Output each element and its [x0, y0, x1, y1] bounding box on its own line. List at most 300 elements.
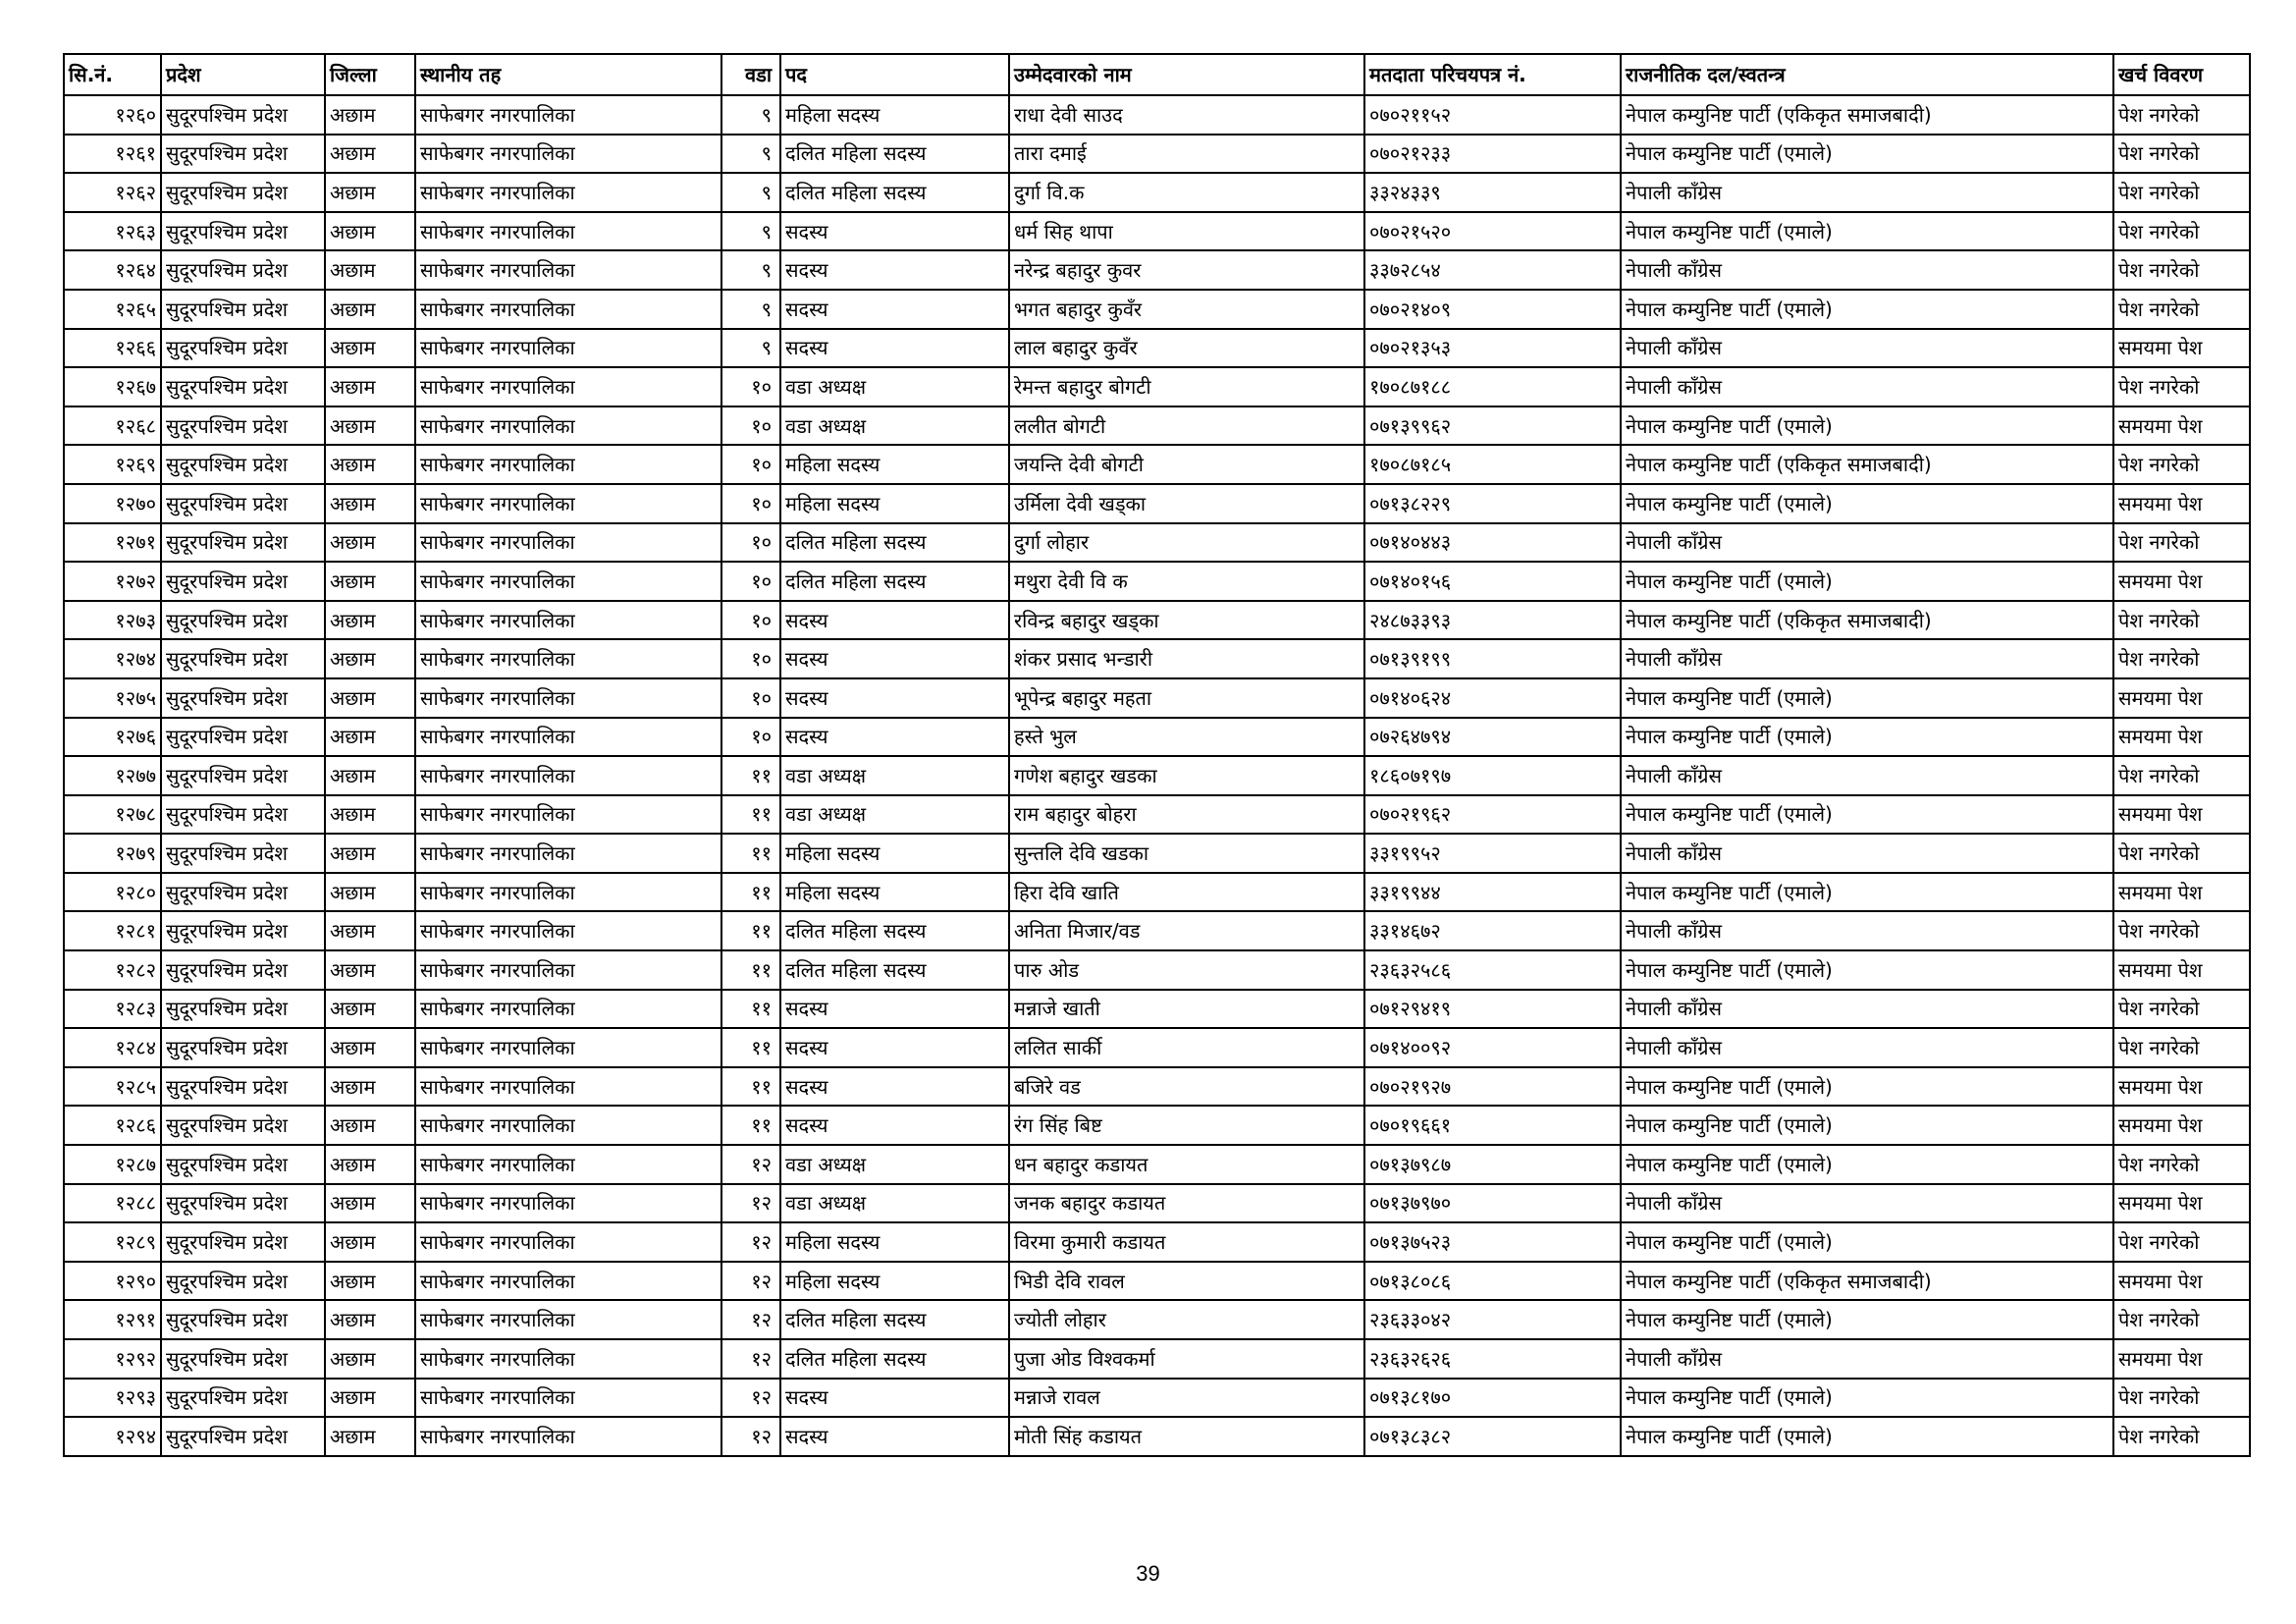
candidate-name-cell: दुर्गा लोहार	[1009, 523, 1364, 563]
ward-cell: १०	[721, 562, 780, 601]
voter-id-cell: ०७०१९६६१	[1364, 1106, 1621, 1145]
province-cell: सुदूरपश्चिम प्रदेश	[161, 1067, 325, 1107]
ward-cell: १२	[721, 1145, 780, 1184]
local-level-cell: साफेबगर नगरपालिका	[415, 601, 721, 640]
serial-cell: १२७१	[64, 523, 161, 563]
candidate-name-cell: सुन्तलि देवि खडका	[1009, 834, 1364, 873]
local-level-cell: साफेबगर नगरपालिका	[415, 367, 721, 406]
local-level-cell: साफेबगर नगरपालिका	[415, 1222, 721, 1262]
table-row	[64, 873, 2250, 912]
table-row	[64, 990, 2250, 1029]
party-cell: नेपाल कम्युनिष्ट पार्टी (एमाले)	[1621, 135, 2113, 174]
district-cell: अछाम	[325, 406, 415, 446]
party-cell: नेपाल कम्युनिष्ट पार्टी (एकिकृत समाजबादी)	[1621, 1262, 2113, 1301]
province-cell: सुदूरपश्चिम प्रदेश	[161, 601, 325, 640]
candidate-name-cell: जयन्ति देवी बोगटी	[1009, 445, 1364, 484]
post-cell: वडा अध्यक्ष	[780, 406, 1009, 446]
expense-status-cell: पेश नगरेको	[2113, 445, 2250, 484]
header-province: प्रदेश	[161, 54, 325, 95]
local-level-cell: साफेबगर नगरपालिका	[415, 1300, 721, 1339]
voter-id-cell: ०७२६४७९४	[1364, 718, 1621, 757]
province-cell: सुदूरपश्चिम प्रदेश	[161, 1028, 325, 1067]
party-cell: नेपाली काँग्रेस	[1621, 639, 2113, 678]
post-cell: सदस्य	[780, 678, 1009, 718]
expense-status-cell: समयमा पेश	[2113, 484, 2250, 523]
candidate-name-cell: भगत बहादुर कुवँर	[1009, 290, 1364, 329]
province-cell: सुदूरपश्चिम प्रदेश	[161, 1262, 325, 1301]
district-cell: अछाम	[325, 834, 415, 873]
district-cell: अछाम	[325, 756, 415, 795]
voter-id-cell: ३३१९९५२	[1364, 834, 1621, 873]
local-level-cell: साफेबगर नगरपालिका	[415, 1145, 721, 1184]
voter-id-cell: ०७१३९९६२	[1364, 406, 1621, 446]
ward-cell: १२	[721, 1339, 780, 1379]
expense-status-cell: पेश नगरेको	[2113, 1379, 2250, 1418]
serial-cell: १२८३	[64, 990, 161, 1029]
voter-id-cell: १८६०७१९७	[1364, 756, 1621, 795]
ward-cell: ११	[721, 911, 780, 950]
voter-id-cell: ०७१३७५२३	[1364, 1222, 1621, 1262]
party-cell: नेपाली काँग्रेस	[1621, 911, 2113, 950]
local-level-cell: साफेबगर नगरपालिका	[415, 678, 721, 718]
party-cell: नेपाल कम्युनिष्ट पार्टी (एमाले)	[1621, 873, 2113, 912]
district-cell: अछाम	[325, 639, 415, 678]
ward-cell: ११	[721, 834, 780, 873]
table-row	[64, 250, 2250, 290]
district-cell: अछाम	[325, 329, 415, 368]
ward-cell: १२	[721, 1379, 780, 1418]
table-row	[64, 95, 2250, 135]
post-cell: महिला सदस्य	[780, 484, 1009, 523]
province-cell: सुदूरपश्चिम प्रदेश	[161, 718, 325, 757]
voter-id-cell: ०७१३८३८२	[1364, 1417, 1621, 1456]
table-row	[64, 950, 2250, 990]
province-cell: सुदूरपश्चिम प्रदेश	[161, 523, 325, 563]
candidate-name-cell: रंग सिंह बिष्ट	[1009, 1106, 1364, 1145]
party-cell: नेपाली काँग्रेस	[1621, 990, 2113, 1029]
candidate-name-cell: पारु ओड	[1009, 950, 1364, 990]
expense-status-cell: पेश नगरेको	[2113, 523, 2250, 563]
post-cell: सदस्य	[780, 639, 1009, 678]
table-row	[64, 601, 2250, 640]
serial-cell: १२६९	[64, 445, 161, 484]
party-cell: नेपाल कम्युनिष्ट पार्टी (एमाले)	[1621, 678, 2113, 718]
voter-id-cell: ०७०२१२३३	[1364, 135, 1621, 174]
province-cell: सुदूरपश्चिम प्रदेश	[161, 212, 325, 251]
province-cell: सुदूरपश्चिम प्रदेश	[161, 250, 325, 290]
table-row	[64, 1262, 2250, 1301]
post-cell: सदस्य	[780, 1379, 1009, 1418]
table-row	[64, 523, 2250, 563]
province-cell: सुदूरपश्चिम प्रदेश	[161, 1300, 325, 1339]
local-level-cell: साफेबगर नगरपालिका	[415, 484, 721, 523]
district-cell: अछाम	[325, 911, 415, 950]
ward-cell: ११	[721, 1067, 780, 1107]
voter-id-cell: २३६३२५८६	[1364, 950, 1621, 990]
table-row	[64, 1339, 2250, 1379]
party-cell: नेपाल कम्युनिष्ट पार्टी (एमाले)	[1621, 562, 2113, 601]
serial-cell: १२७४	[64, 639, 161, 678]
local-level-cell: साफेबगर नगरपालिका	[415, 562, 721, 601]
expense-status-cell: पेश नगरेको	[2113, 756, 2250, 795]
post-cell: महिला सदस्य	[780, 1222, 1009, 1262]
ward-cell: ९	[721, 173, 780, 212]
serial-cell: १२८१	[64, 911, 161, 950]
party-cell: नेपाली काँग्रेस	[1621, 1184, 2113, 1223]
local-level-cell: साफेबगर नगरपालिका	[415, 1379, 721, 1418]
serial-cell: १२६१	[64, 135, 161, 174]
serial-cell: १२७७	[64, 756, 161, 795]
expense-status-cell: पेश नगरेको	[2113, 639, 2250, 678]
local-level-cell: साफेबगर नगरपालिका	[415, 329, 721, 368]
post-cell: वडा अध्यक्ष	[780, 756, 1009, 795]
local-level-cell: साफेबगर नगरपालिका	[415, 718, 721, 757]
expense-status-cell: पेश नगरेको	[2113, 135, 2250, 174]
expense-status-cell: समयमा पेश	[2113, 1067, 2250, 1107]
ward-cell: १०	[721, 484, 780, 523]
serial-cell: १२६६	[64, 329, 161, 368]
district-cell: अछाम	[325, 1262, 415, 1301]
party-cell: नेपाली काँग्रेस	[1621, 523, 2113, 563]
serial-cell: १२८७	[64, 1145, 161, 1184]
voter-id-cell: ०७१३७९७०	[1364, 1184, 1621, 1223]
post-cell: दलित महिला सदस्य	[780, 523, 1009, 563]
province-cell: सुदूरपश्चिम प्रदेश	[161, 445, 325, 484]
expense-status-cell: समयमा पेश	[2113, 950, 2250, 990]
district-cell: अछाम	[325, 173, 415, 212]
table-row	[64, 1145, 2250, 1184]
header-candidate-name: उम्मेदवारको नाम	[1009, 54, 1364, 95]
candidate-name-cell: मन्नाजे खाती	[1009, 990, 1364, 1029]
post-cell: दलित महिला सदस्य	[780, 950, 1009, 990]
local-level-cell: साफेबगर नगरपालिका	[415, 1262, 721, 1301]
serial-cell: १२६२	[64, 173, 161, 212]
ward-cell: ९	[721, 250, 780, 290]
ward-cell: १०	[721, 718, 780, 757]
party-cell: नेपाल कम्युनिष्ट पार्टी (एमाले)	[1621, 1417, 2113, 1456]
voter-id-cell: ०७०२११५२	[1364, 95, 1621, 135]
district-cell: अछाम	[325, 990, 415, 1029]
party-cell: नेपाल कम्युनिष्ट पार्टी (एमाले)	[1621, 290, 2113, 329]
candidate-name-cell: ललीत बोगटी	[1009, 406, 1364, 446]
district-cell: अछाम	[325, 1184, 415, 1223]
voter-id-cell: ०७१३९१९९	[1364, 639, 1621, 678]
candidate-name-cell: जनक बहादुर कडायत	[1009, 1184, 1364, 1223]
candidate-name-cell: अनिता मिजार/वड	[1009, 911, 1364, 950]
post-cell: दलित महिला सदस्य	[780, 173, 1009, 212]
expense-status-cell: समयमा पेश	[2113, 1262, 2250, 1301]
district-cell: अछाम	[325, 135, 415, 174]
candidate-name-cell: पुजा ओड विश्वकर्मा	[1009, 1339, 1364, 1379]
voter-id-cell: ३३२४३३९	[1364, 173, 1621, 212]
serial-cell: १२७९	[64, 834, 161, 873]
candidate-name-cell: राम बहादुर बोहरा	[1009, 795, 1364, 835]
header-local-level: स्थानीय तह	[415, 54, 721, 95]
province-cell: सुदूरपश्चिम प्रदेश	[161, 562, 325, 601]
voter-id-cell: ३३१९९४४	[1364, 873, 1621, 912]
serial-cell: १२७६	[64, 718, 161, 757]
province-cell: सुदूरपश्चिम प्रदेश	[161, 290, 325, 329]
ward-cell: १२	[721, 1262, 780, 1301]
serial-cell: १२९४	[64, 1417, 161, 1456]
district-cell: अछाम	[325, 1028, 415, 1067]
post-cell: महिला सदस्य	[780, 445, 1009, 484]
post-cell: सदस्य	[780, 250, 1009, 290]
voter-id-cell: ३३१४६७२	[1364, 911, 1621, 950]
local-level-cell: साफेबगर नगरपालिका	[415, 756, 721, 795]
serial-cell: १२६०	[64, 95, 161, 135]
expense-status-cell: समयमा पेश	[2113, 1184, 2250, 1223]
province-cell: सुदूरपश्चिम प्रदेश	[161, 756, 325, 795]
local-level-cell: साफेबगर नगरपालिका	[415, 1067, 721, 1107]
voter-id-cell: ०७०२१३५३	[1364, 329, 1621, 368]
party-cell: नेपाल कम्युनिष्ट पार्टी (एमाले)	[1621, 1067, 2113, 1107]
serial-cell: १२६८	[64, 406, 161, 446]
province-cell: सुदूरपश्चिम प्रदेश	[161, 1222, 325, 1262]
post-cell: महिला सदस्य	[780, 873, 1009, 912]
post-cell: सदस्य	[780, 1067, 1009, 1107]
party-cell: नेपाल कम्युनिष्ट पार्टी (एमाले)	[1621, 950, 2113, 990]
expense-status-cell: पेश नगरेको	[2113, 367, 2250, 406]
local-level-cell: साफेबगर नगरपालिका	[415, 795, 721, 835]
party-cell: नेपाल कम्युनिष्ट पार्टी (एमाले)	[1621, 795, 2113, 835]
ward-cell: १०	[721, 678, 780, 718]
party-cell: नेपाली काँग्रेस	[1621, 1028, 2113, 1067]
ward-cell: १०	[721, 406, 780, 446]
province-cell: सुदूरपश्चिम प्रदेश	[161, 367, 325, 406]
table-row	[64, 484, 2250, 523]
post-cell: सदस्य	[780, 212, 1009, 251]
district-cell: अछाम	[325, 250, 415, 290]
voter-id-cell: १७०८७१८८	[1364, 367, 1621, 406]
ward-cell: ९	[721, 95, 780, 135]
party-cell: नेपाली काँग्रेस	[1621, 173, 2113, 212]
serial-cell: १२८९	[64, 1222, 161, 1262]
candidate-name-cell: दुर्गा वि.क	[1009, 173, 1364, 212]
post-cell: सदस्य	[780, 290, 1009, 329]
candidate-name-cell: विरमा कुमारी कडायत	[1009, 1222, 1364, 1262]
ward-cell: १०	[721, 445, 780, 484]
table-row	[64, 173, 2250, 212]
ward-cell: ११	[721, 1028, 780, 1067]
serial-cell: १२६३	[64, 212, 161, 251]
ward-cell: ९	[721, 329, 780, 368]
candidate-name-cell: धन बहादुर कडायत	[1009, 1145, 1364, 1184]
province-cell: सुदूरपश्चिम प्रदेश	[161, 950, 325, 990]
voter-id-cell: ०७०२१५२०	[1364, 212, 1621, 251]
post-cell: सदस्य	[780, 1417, 1009, 1456]
table-row	[64, 756, 2250, 795]
serial-cell: १२९०	[64, 1262, 161, 1301]
post-cell: दलित महिला सदस्य	[780, 562, 1009, 601]
serial-cell: १२९३	[64, 1379, 161, 1418]
header-party: राजनीतिक दल/स्वतन्त्र	[1621, 54, 2113, 95]
candidate-name-cell: मथुरा देवी वि क	[1009, 562, 1364, 601]
candidate-name-cell: रविन्द्र बहादुर खड्का	[1009, 601, 1364, 640]
province-cell: सुदूरपश्चिम प्रदेश	[161, 795, 325, 835]
province-cell: सुदूरपश्चिम प्रदेश	[161, 1145, 325, 1184]
party-cell: नेपाली काँग्रेस	[1621, 329, 2113, 368]
table-row	[64, 290, 2250, 329]
district-cell: अछाम	[325, 1106, 415, 1145]
candidate-name-cell: नरेन्द्र बहादुर कुवर	[1009, 250, 1364, 290]
candidate-name-cell: लाल बहादुर कुवँर	[1009, 329, 1364, 368]
party-cell: नेपाली काँग्रेस	[1621, 1339, 2113, 1379]
district-cell: अछाम	[325, 1067, 415, 1107]
table-row	[64, 795, 2250, 835]
party-cell: नेपाली काँग्रेस	[1621, 250, 2113, 290]
expense-status-cell: पेश नगरेको	[2113, 1028, 2250, 1067]
local-level-cell: साफेबगर नगरपालिका	[415, 250, 721, 290]
party-cell: नेपाल कम्युनिष्ट पार्टी (एकिकृत समाजबादी)	[1621, 95, 2113, 135]
ward-cell: १२	[721, 1417, 780, 1456]
table-row	[64, 911, 2250, 950]
district-cell: अछाम	[325, 1145, 415, 1184]
expense-status-cell: समयमा पेश	[2113, 1106, 2250, 1145]
ward-cell: १०	[721, 639, 780, 678]
expense-status-cell: समयमा पेश	[2113, 795, 2250, 835]
district-cell: अछाम	[325, 95, 415, 135]
serial-cell: १२८८	[64, 1184, 161, 1223]
table-row	[64, 406, 2250, 446]
party-cell: नेपाल कम्युनिष्ट पार्टी (एकिकृत समाजबादी)	[1621, 601, 2113, 640]
table-row	[64, 834, 2250, 873]
expense-status-cell: पेश नगरेको	[2113, 173, 2250, 212]
local-level-cell: साफेबगर नगरपालिका	[415, 1417, 721, 1456]
serial-cell: १२८२	[64, 950, 161, 990]
post-cell: वडा अध्यक्ष	[780, 367, 1009, 406]
table-row	[64, 212, 2250, 251]
expense-status-cell: समयमा पेश	[2113, 678, 2250, 718]
province-cell: सुदूरपश्चिम प्रदेश	[161, 639, 325, 678]
candidate-name-cell: राधा देवी साउद	[1009, 95, 1364, 135]
expense-status-cell: पेश नगरेको	[2113, 1222, 2250, 1262]
candidate-name-cell: हिरा देवि खाति	[1009, 873, 1364, 912]
candidate-table	[63, 53, 2251, 1457]
candidate-name-cell: धर्म सिह थापा	[1009, 212, 1364, 251]
table-row	[64, 1300, 2250, 1339]
header-row	[64, 54, 2250, 95]
province-cell: सुदूरपश्चिम प्रदेश	[161, 834, 325, 873]
post-cell: महिला सदस्य	[780, 95, 1009, 135]
voter-id-cell: ०७१४००९२	[1364, 1028, 1621, 1067]
ward-cell: ११	[721, 990, 780, 1029]
candidate-name-cell: भूपेन्द्र बहादुर महता	[1009, 678, 1364, 718]
serial-cell: १२८४	[64, 1028, 161, 1067]
ward-cell: ९	[721, 212, 780, 251]
candidate-name-cell: तारा दमाई	[1009, 135, 1364, 174]
ward-cell: ९	[721, 290, 780, 329]
local-level-cell: साफेबगर नगरपालिका	[415, 406, 721, 446]
ward-cell: ११	[721, 795, 780, 835]
candidate-name-cell: ललित सार्की	[1009, 1028, 1364, 1067]
district-cell: अछाम	[325, 1379, 415, 1418]
district-cell: अछाम	[325, 678, 415, 718]
expense-status-cell: समयमा पेश	[2113, 329, 2250, 368]
candidate-name-cell: बजिरे वड	[1009, 1067, 1364, 1107]
post-cell: वडा अध्यक्ष	[780, 1184, 1009, 1223]
ward-cell: ११	[721, 1106, 780, 1145]
table-row	[64, 445, 2250, 484]
voter-id-cell: २३६३३०४२	[1364, 1300, 1621, 1339]
candidate-name-cell: गणेश बहादुर खडका	[1009, 756, 1364, 795]
voter-id-cell: ०७१३८१७०	[1364, 1379, 1621, 1418]
candidate-name-cell: शंकर प्रसाद भन्डारी	[1009, 639, 1364, 678]
voter-id-cell: ०७१३८०८६	[1364, 1262, 1621, 1301]
voter-id-cell: ०७१४०१५६	[1364, 562, 1621, 601]
party-cell: नेपाल कम्युनिष्ट पार्टी (एमाले)	[1621, 1222, 2113, 1262]
expense-status-cell: पेश नगरेको	[2113, 834, 2250, 873]
expense-status-cell: पेश नगरेको	[2113, 212, 2250, 251]
expense-status-cell: पेश नगरेको	[2113, 290, 2250, 329]
party-cell: नेपाल कम्युनिष्ट पार्टी (एकिकृत समाजबादी)	[1621, 445, 2113, 484]
post-cell: दलित महिला सदस्य	[780, 1300, 1009, 1339]
voter-id-cell: ०७१२९४१९	[1364, 990, 1621, 1029]
province-cell: सुदूरपश्चिम प्रदेश	[161, 484, 325, 523]
serial-cell: १२९१	[64, 1300, 161, 1339]
serial-cell: १२६४	[64, 250, 161, 290]
expense-status-cell: पेश नगरेको	[2113, 601, 2250, 640]
ward-cell: १०	[721, 601, 780, 640]
post-cell: सदस्य	[780, 990, 1009, 1029]
local-level-cell: साफेबगर नगरपालिका	[415, 911, 721, 950]
table-row	[64, 678, 2250, 718]
ward-cell: १२	[721, 1300, 780, 1339]
post-cell: वडा अध्यक्ष	[780, 1145, 1009, 1184]
local-level-cell: साफेबगर नगरपालिका	[415, 639, 721, 678]
district-cell: अछाम	[325, 601, 415, 640]
candidate-name-cell: ज्योती लोहार	[1009, 1300, 1364, 1339]
local-level-cell: साफेबगर नगरपालिका	[415, 1184, 721, 1223]
voter-id-cell: ३३७२८५४	[1364, 250, 1621, 290]
province-cell: सुदूरपश्चिम प्रदेश	[161, 135, 325, 174]
district-cell: अछाम	[325, 212, 415, 251]
ward-cell: १२	[721, 1222, 780, 1262]
table-row	[64, 1417, 2250, 1456]
page-number: 39	[1136, 1561, 1160, 1586]
voter-id-cell: २३६३२६२६	[1364, 1339, 1621, 1379]
voter-id-cell: ०७१४०४४३	[1364, 523, 1621, 563]
party-cell: नेपाल कम्युनिष्ट पार्टी (एमाले)	[1621, 484, 2113, 523]
header-district: जिल्ला	[325, 54, 415, 95]
local-level-cell: साफेबगर नगरपालिका	[415, 173, 721, 212]
province-cell: सुदूरपश्चिम प्रदेश	[161, 1379, 325, 1418]
post-cell: सदस्य	[780, 601, 1009, 640]
candidate-name-cell: हस्ते भुल	[1009, 718, 1364, 757]
candidate-name-cell: मन्नाजे रावल	[1009, 1379, 1364, 1418]
header-post: पद	[780, 54, 1009, 95]
serial-cell: १२९२	[64, 1339, 161, 1379]
post-cell: दलित महिला सदस्य	[780, 135, 1009, 174]
serial-cell: १२६५	[64, 290, 161, 329]
province-cell: सुदूरपश्चिम प्रदेश	[161, 1106, 325, 1145]
district-cell: अछाम	[325, 562, 415, 601]
table-row	[64, 1379, 2250, 1418]
expense-status-cell: पेश नगरेको	[2113, 1417, 2250, 1456]
party-cell: नेपाल कम्युनिष्ट पार्टी (एमाले)	[1621, 1300, 2113, 1339]
ward-cell: १०	[721, 367, 780, 406]
party-cell: नेपाल कम्युनिष्ट पार्टी (एमाले)	[1621, 212, 2113, 251]
local-level-cell: साफेबगर नगरपालिका	[415, 834, 721, 873]
header-serial: सि.नं.	[64, 54, 161, 95]
serial-cell: १२७३	[64, 601, 161, 640]
post-cell: दलित महिला सदस्य	[780, 1339, 1009, 1379]
expense-status-cell: पेश नगरेको	[2113, 250, 2250, 290]
province-cell: सुदूरपश्चिम प्रदेश	[161, 678, 325, 718]
local-level-cell: साफेबगर नगरपालिका	[415, 990, 721, 1029]
province-cell: सुदूरपश्चिम प्रदेश	[161, 873, 325, 912]
table-row	[64, 639, 2250, 678]
